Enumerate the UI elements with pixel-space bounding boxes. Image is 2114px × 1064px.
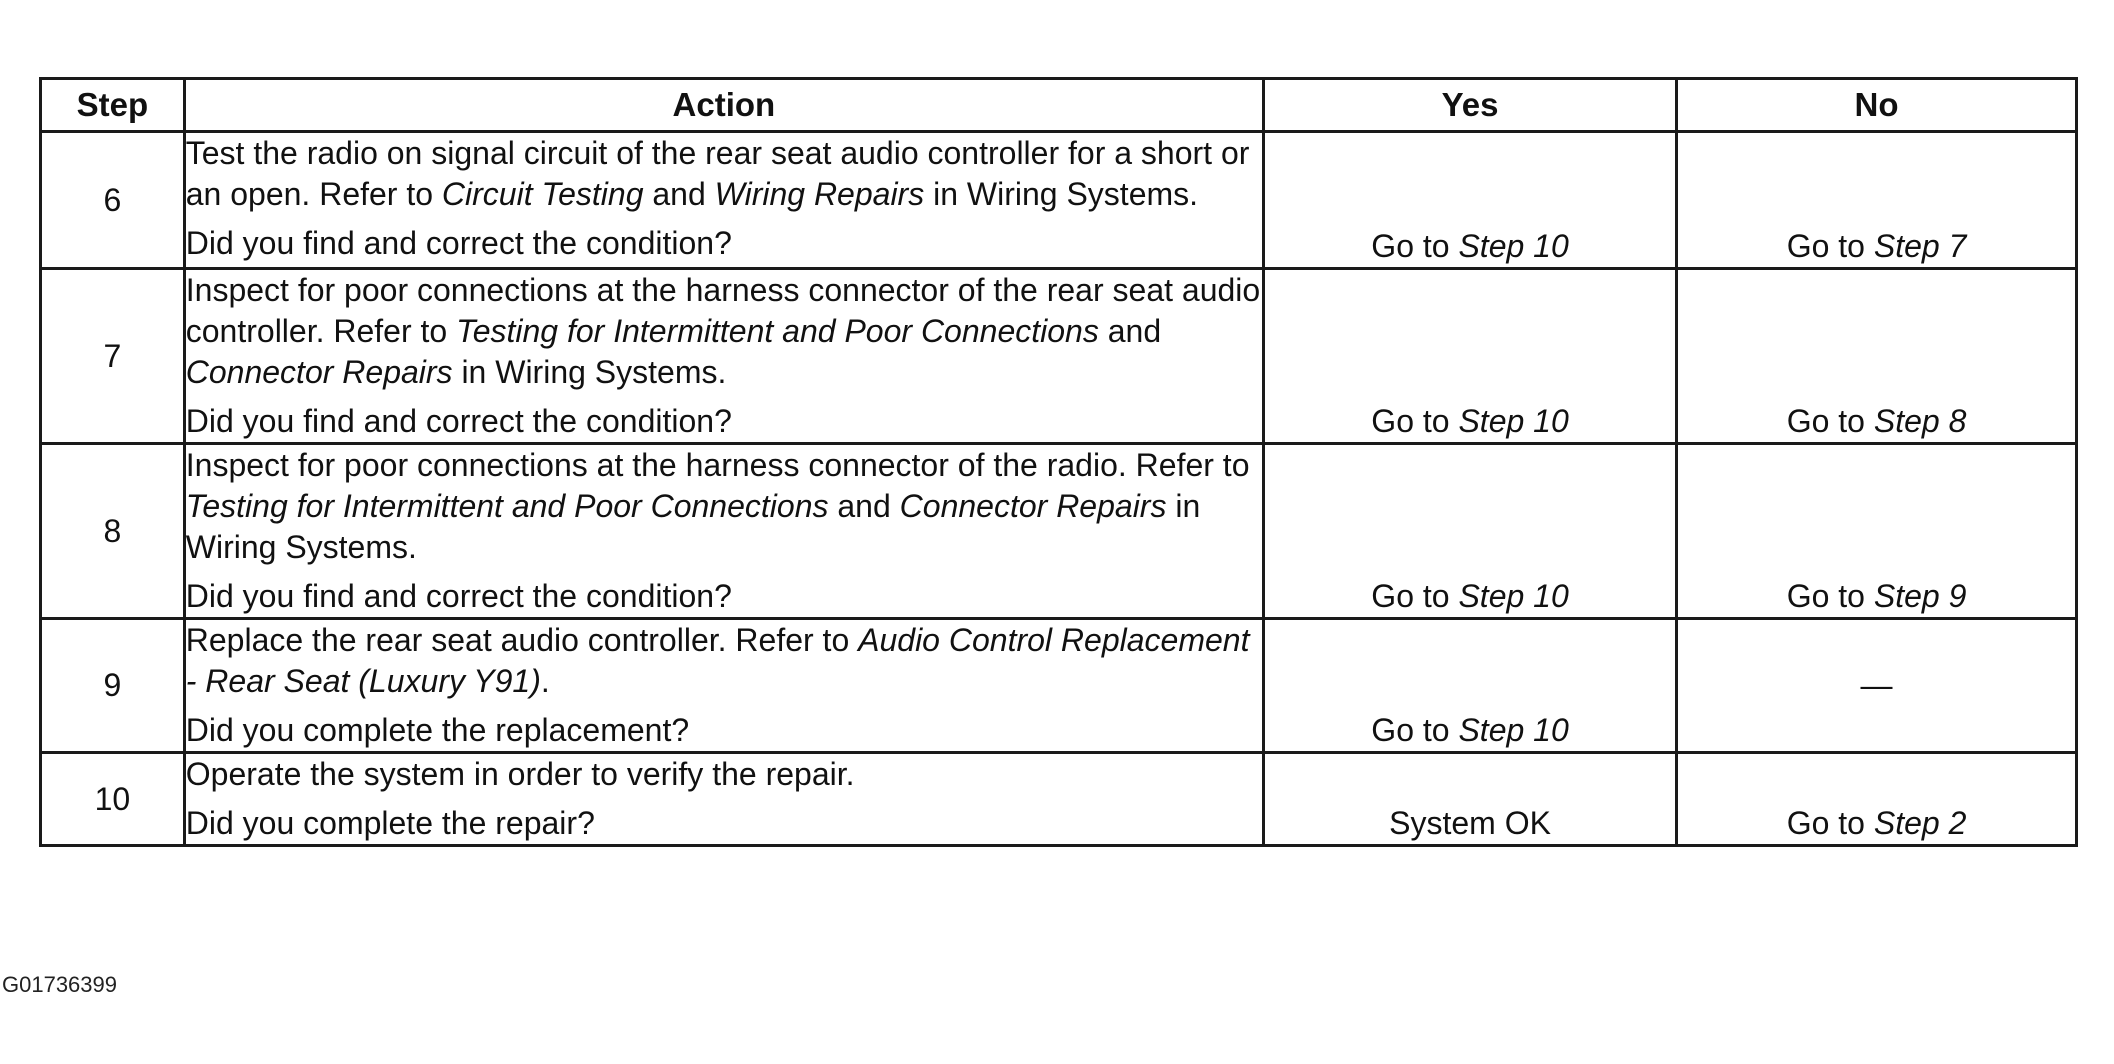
yes-result <box>1264 753 1677 846</box>
no-result-segment: — <box>1860 667 1893 703</box>
action-instruction-segment: Circuit Testing <box>441 176 644 212</box>
step-number: 9 <box>41 619 185 753</box>
action-instruction-segment: Operate the system in order to verify the repair. <box>185 756 855 792</box>
action-question: Did you find and correct the condition? <box>185 578 732 614</box>
yes-result-segment: Go to <box>1371 228 1459 264</box>
yes-result-segment: Go to <box>1371 712 1459 748</box>
no-result <box>1677 132 2077 269</box>
yes-result <box>1264 132 1677 269</box>
action-instruction-segment: and <box>828 488 900 524</box>
action-instruction <box>186 270 1262 393</box>
no-result-segment: Step 7 <box>1873 228 1967 264</box>
action-instruction-segment: Testing for Intermittent and Poor Connections <box>185 488 829 524</box>
yes-result <box>1264 444 1677 619</box>
action-cell <box>184 753 1263 846</box>
action-instruction-segment: in Wiring Systems. <box>924 176 1199 212</box>
action-question: Did you find and correct the condition? <box>185 403 732 439</box>
header-no: No <box>1677 79 2077 132</box>
action-cell <box>184 444 1263 619</box>
action-question: Did you complete the repair? <box>185 805 595 841</box>
action-instruction-segment: . <box>540 663 550 699</box>
step-number: 8 <box>41 444 185 619</box>
action-cell <box>184 619 1263 753</box>
yes-result-segment: Go to <box>1371 403 1459 439</box>
action-instruction-segment: Wiring Repairs <box>714 176 925 212</box>
yes-result-segment: Step 10 <box>1458 578 1569 614</box>
yes-result-segment: System OK <box>1389 805 1551 841</box>
action-instruction <box>186 445 1262 568</box>
action-instruction <box>186 754 1262 795</box>
action-instruction-segment: Inspect for poor connections at the harness connector of the radio. Refer to <box>185 447 1250 483</box>
yes-result <box>1264 269 1677 444</box>
action-instruction-segment: Audio Control Replacement - Rear Seat (Luxury Y91) <box>185 622 1250 699</box>
diagnostic-table <box>39 77 2078 847</box>
yes-result-segment: Step 10 <box>1458 712 1569 748</box>
yes-result-segment: Step 10 <box>1458 403 1569 439</box>
table-row <box>41 132 2077 269</box>
action-instruction-segment: Testing for Intermittent and Poor Connections <box>456 313 1099 349</box>
no-result <box>1677 619 2077 753</box>
header-step: Step <box>41 79 185 132</box>
table-header-row <box>41 79 2077 132</box>
no-result-segment: Go to <box>1786 228 1874 264</box>
table-row <box>41 444 2077 619</box>
table-row <box>41 269 2077 444</box>
no-result-segment: Step 2 <box>1873 805 1967 841</box>
action-instruction <box>186 133 1262 215</box>
step-number: 6 <box>41 132 185 269</box>
no-result-segment: Step 9 <box>1873 578 1967 614</box>
table-row <box>41 753 2077 846</box>
action-instruction-segment: and <box>643 176 715 212</box>
step-number: 7 <box>41 269 185 444</box>
yes-result-segment: Go to <box>1371 578 1459 614</box>
no-result-segment: Go to <box>1786 805 1874 841</box>
no-result-segment: Go to <box>1786 403 1874 439</box>
action-instruction-segment: Inspect for poor connections at the harness connector of the rear seat audio controller. Refer to <box>185 272 1261 349</box>
no-result <box>1677 444 2077 619</box>
action-question: Did you find and correct the condition? <box>185 225 732 261</box>
action-cell <box>184 132 1263 269</box>
header-yes: Yes <box>1264 79 1677 132</box>
yes-result-segment: Step 10 <box>1458 228 1569 264</box>
action-instruction-segment: Replace the rear seat audio controller. Refer to <box>185 622 859 658</box>
action-instruction-segment: in Wiring Systems. <box>185 488 1201 565</box>
action-instruction-segment: Test the radio on signal circuit of the rear seat audio controller for a short or an open. Refer to <box>185 135 1250 212</box>
diagnostic-table-container <box>39 77 2078 847</box>
action-instruction-segment: and <box>1098 313 1162 349</box>
action-instruction-segment: Connector Repairs <box>185 354 453 390</box>
action-instruction-segment: in Wiring Systems. <box>452 354 727 390</box>
action-cell <box>184 269 1263 444</box>
action-instruction-segment: Connector Repairs <box>899 488 1167 524</box>
no-result-segment: Step 8 <box>1873 403 1967 439</box>
table-body <box>41 132 2077 846</box>
step-number: 10 <box>41 753 185 846</box>
no-result <box>1677 269 2077 444</box>
action-instruction <box>186 620 1262 702</box>
yes-result <box>1264 619 1677 753</box>
action-question: Did you complete the replacement? <box>185 712 690 748</box>
no-result <box>1677 753 2077 846</box>
no-result-segment: Go to <box>1786 578 1874 614</box>
figure-id: G01736399 <box>2 972 117 997</box>
table-row <box>41 619 2077 753</box>
header-action: Action <box>184 79 1263 132</box>
